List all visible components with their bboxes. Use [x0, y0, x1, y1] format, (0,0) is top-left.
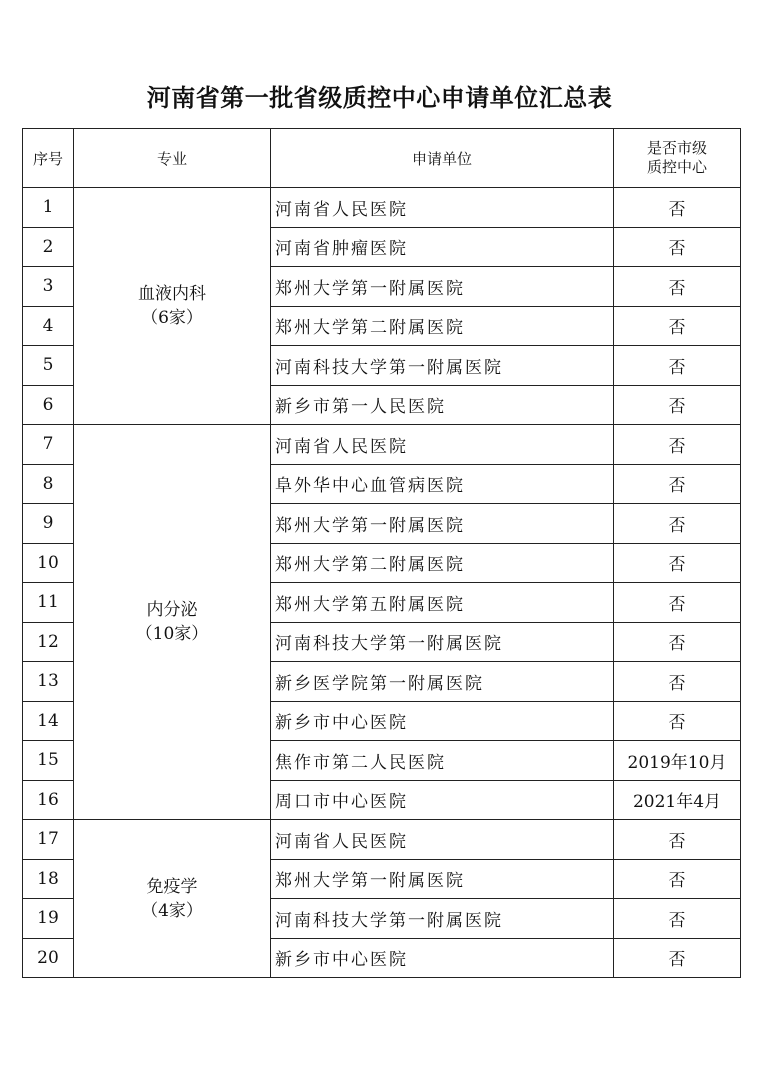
row-unit: 新乡市中心医院 [271, 938, 614, 978]
page-title: 河南省第一批省级质控中心申请单位汇总表 [146, 83, 613, 112]
row-unit: 郑州大学第二附属医院 [271, 306, 614, 346]
specialty-count: （10家） [135, 624, 209, 644]
row-flag: 否 [614, 662, 741, 702]
specialty-name: 内分泌 [146, 600, 198, 620]
row-flag: 否 [614, 622, 741, 662]
row-no: 12 [23, 622, 74, 662]
row-no: 14 [23, 701, 74, 741]
row-unit: 周口市中心医院 [271, 780, 614, 820]
header-unit: 申请单位 [271, 129, 614, 188]
row-flag: 否 [614, 820, 741, 860]
row-unit: 阜外华中心血管病医院 [271, 464, 614, 504]
row-no: 11 [23, 583, 74, 623]
row-unit: 焦作市第二人民医院 [271, 741, 614, 781]
row-no: 1 [23, 188, 74, 228]
row-no: 7 [23, 425, 74, 465]
row-flag: 否 [614, 385, 741, 425]
specialty-count: （6家） [141, 308, 203, 328]
row-flag: 否 [614, 267, 741, 307]
row-flag: 否 [614, 543, 741, 583]
row-unit: 河南省人民医院 [271, 820, 614, 860]
row-no: 13 [23, 662, 74, 702]
row-unit: 河南科技大学第一附属医院 [271, 899, 614, 939]
row-no: 5 [23, 346, 74, 386]
header-flag-line2: 质控中心 [646, 158, 707, 176]
header-no: 序号 [23, 129, 74, 188]
row-flag: 否 [614, 188, 741, 228]
row-no: 20 [23, 938, 74, 978]
table-row [23, 425, 741, 465]
header-specialty: 专业 [74, 129, 271, 188]
specialty-name: 血液内科 [138, 284, 206, 304]
row-unit: 河南省人民医院 [271, 425, 614, 465]
specialty-count: （4家） [141, 900, 203, 921]
specialty-group-cell [74, 188, 271, 425]
row-unit: 郑州大学第一附属医院 [271, 859, 614, 899]
specialty-name: 免疫学 [146, 876, 198, 897]
row-no: 18 [23, 859, 74, 899]
row-flag: 否 [614, 464, 741, 504]
row-no: 8 [23, 464, 74, 504]
row-no: 16 [23, 780, 74, 820]
row-no: 17 [23, 820, 74, 860]
row-flag: 否 [614, 227, 741, 267]
row-unit: 新乡市第一人民医院 [271, 385, 614, 425]
row-no: 19 [23, 899, 74, 939]
row-unit: 郑州大学第一附属医院 [271, 504, 614, 544]
summary-table [22, 128, 741, 978]
row-flag: 否 [614, 859, 741, 899]
header-flag-line1: 是否市级 [646, 139, 707, 157]
table-row [23, 820, 741, 860]
row-unit: 河南科技大学第一附属医院 [271, 622, 614, 662]
row-flag: 否 [614, 899, 741, 939]
table-row [23, 188, 741, 228]
row-flag: 否 [614, 583, 741, 623]
row-unit: 河南省人民医院 [271, 188, 614, 228]
row-unit: 郑州大学第一附属医院 [271, 267, 614, 307]
row-unit: 河南科技大学第一附属医院 [271, 346, 614, 386]
header-flag [614, 129, 741, 188]
row-unit: 郑州大学第二附属医院 [271, 543, 614, 583]
row-flag: 否 [614, 701, 741, 741]
row-flag: 否 [614, 504, 741, 544]
row-flag: 2019年10月 [614, 741, 741, 781]
specialty-group-cell [74, 425, 271, 820]
row-unit: 新乡市中心医院 [271, 701, 614, 741]
row-no: 3 [23, 267, 74, 307]
row-flag: 否 [614, 425, 741, 465]
row-flag: 2021年4月 [614, 780, 741, 820]
row-no: 2 [23, 227, 74, 267]
row-unit: 河南省肿瘤医院 [271, 227, 614, 267]
row-unit: 新乡医学院第一附属医院 [271, 662, 614, 702]
row-no: 9 [23, 504, 74, 544]
row-flag: 否 [614, 306, 741, 346]
row-flag: 否 [614, 346, 741, 386]
row-unit: 郑州大学第五附属医院 [271, 583, 614, 623]
row-no: 6 [23, 385, 74, 425]
row-no: 4 [23, 306, 74, 346]
row-no: 15 [23, 741, 74, 781]
table-header-row [23, 129, 741, 188]
row-no: 10 [23, 543, 74, 583]
row-flag: 否 [614, 938, 741, 978]
specialty-group-cell [74, 820, 271, 978]
